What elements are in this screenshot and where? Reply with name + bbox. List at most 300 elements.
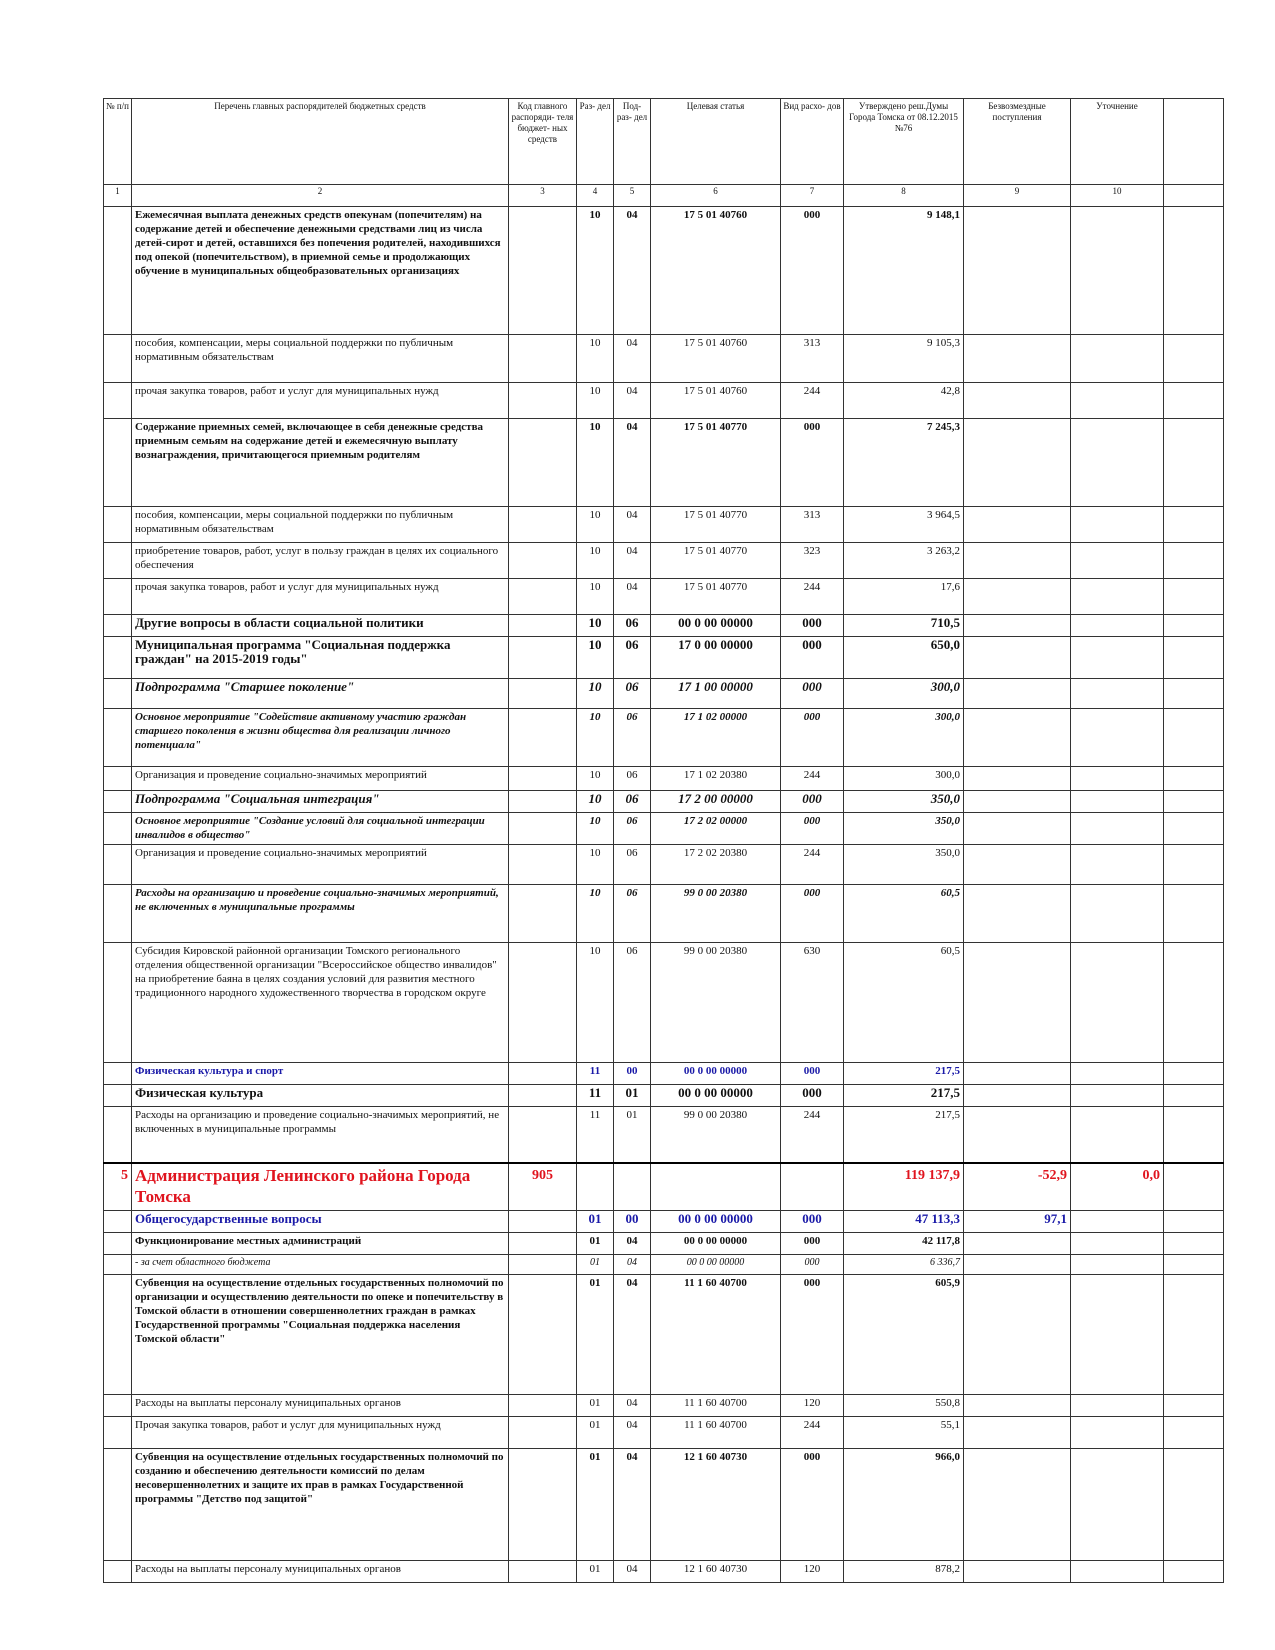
row-target: 17 5 01 40770 xyxy=(651,543,781,579)
table-row xyxy=(104,207,1224,335)
row-approved: 966,0 xyxy=(844,1449,964,1561)
table-row xyxy=(104,1063,1224,1085)
row-extra xyxy=(1164,1107,1224,1163)
row-podrazdel: 06 xyxy=(614,767,651,791)
row-name: Расходы на выплаты персоналу муниципальных органов xyxy=(132,1395,509,1417)
row-podrazdel: 04 xyxy=(614,543,651,579)
row-target: 00 0 00 00000 xyxy=(651,615,781,637)
table-row xyxy=(104,679,1224,709)
table-row xyxy=(104,1163,1224,1211)
row-extra xyxy=(1164,207,1224,335)
row-name: Муниципальная программа "Социальная поддержка граждан" на 2015-2019 годы" xyxy=(132,637,509,679)
row-name: Расходы на организацию и проведение социально-значимых мероприятий, не включенных в муниципальные программы xyxy=(132,885,509,943)
row-number xyxy=(104,1275,132,1395)
row-extra xyxy=(1164,1255,1224,1275)
row-code xyxy=(509,1107,577,1163)
row-razdel: 10 xyxy=(577,943,614,1063)
row-name: Расходы на организацию и проведение социально-значимых мероприятий, не включенных в муниципальные программы xyxy=(132,1107,509,1163)
table-row xyxy=(104,1561,1224,1583)
table-row xyxy=(104,507,1224,543)
row-number xyxy=(104,1085,132,1107)
row-free xyxy=(964,845,1071,885)
column-number-row xyxy=(104,185,1224,207)
row-clarify xyxy=(1071,1211,1164,1233)
row-target: 00 0 00 00000 xyxy=(651,1085,781,1107)
row-razdel: 01 xyxy=(577,1275,614,1395)
row-podrazdel: 04 xyxy=(614,1449,651,1561)
row-podrazdel: 04 xyxy=(614,1233,651,1255)
row-extra xyxy=(1164,579,1224,615)
row-approved: 42 117,8 xyxy=(844,1233,964,1255)
table-row xyxy=(104,579,1224,615)
row-extra xyxy=(1164,1163,1224,1211)
row-podrazdel: 04 xyxy=(614,1417,651,1449)
header-free: Безвозмездные поступления xyxy=(964,99,1071,185)
row-name: Ежемесячная выплата денежных средств опекунам (попечителям) на содержание детей и обеспечение денежными средствами лиц из числа детей-сирот и детей, оставшихся без попечения родителей, находившихся под опекой (попечительством), в приемной семье и продолжающих обучение в муниципальных общеобразовательных организациях xyxy=(132,207,509,335)
row-clarify xyxy=(1071,419,1164,507)
row-target: 17 1 02 20380 xyxy=(651,767,781,791)
row-approved: 605,9 xyxy=(844,1275,964,1395)
header-razdel: Раз- дел xyxy=(577,99,614,185)
row-podrazdel: 00 xyxy=(614,1211,651,1233)
row-approved: 55,1 xyxy=(844,1417,964,1449)
row-podrazdel: 04 xyxy=(614,1255,651,1275)
row-approved: 550,8 xyxy=(844,1395,964,1417)
row-number xyxy=(104,885,132,943)
row-podrazdel: 06 xyxy=(614,791,651,813)
row-exptype: 000 xyxy=(781,813,844,845)
row-approved: 217,5 xyxy=(844,1063,964,1085)
row-name: Организация и проведение социально-значимых мероприятий xyxy=(132,767,509,791)
row-clarify xyxy=(1071,1063,1164,1085)
table-row xyxy=(104,1085,1224,1107)
row-free xyxy=(964,885,1071,943)
row-razdel: 10 xyxy=(577,383,614,419)
row-name: Организация и проведение социально-значимых мероприятий xyxy=(132,845,509,885)
row-razdel: 01 xyxy=(577,1561,614,1583)
table-row xyxy=(104,813,1224,845)
row-target: 11 1 60 40700 xyxy=(651,1275,781,1395)
row-code xyxy=(509,335,577,383)
row-number xyxy=(104,679,132,709)
header-num: № п/п xyxy=(104,99,132,185)
row-target: 17 5 01 40770 xyxy=(651,507,781,543)
row-name: Содержание приемных семей, включающее в себя денежные средства приемным семьям на содержание детей и ежемесячную выплату вознаграждения, причитающегося приемным родителям xyxy=(132,419,509,507)
row-extra xyxy=(1164,1085,1224,1107)
row-number xyxy=(104,1107,132,1163)
row-code xyxy=(509,845,577,885)
row-approved: 650,0 xyxy=(844,637,964,679)
table-header-row xyxy=(104,99,1224,185)
row-approved: 300,0 xyxy=(844,679,964,709)
row-exptype xyxy=(781,1163,844,1211)
row-exptype: 244 xyxy=(781,579,844,615)
row-number xyxy=(104,637,132,679)
row-exptype: 000 xyxy=(781,1063,844,1085)
row-extra xyxy=(1164,1417,1224,1449)
row-razdel: 01 xyxy=(577,1211,614,1233)
row-code xyxy=(509,1085,577,1107)
row-code xyxy=(509,709,577,767)
row-extra xyxy=(1164,1063,1224,1085)
row-number xyxy=(104,1449,132,1561)
row-approved: 878,2 xyxy=(844,1561,964,1583)
row-exptype: 000 xyxy=(781,419,844,507)
row-podrazdel: 04 xyxy=(614,1275,651,1395)
row-target: 17 5 01 40760 xyxy=(651,207,781,335)
column-number: 4 xyxy=(577,185,614,207)
table-row xyxy=(104,943,1224,1063)
row-number xyxy=(104,419,132,507)
row-extra xyxy=(1164,885,1224,943)
table-row xyxy=(104,767,1224,791)
row-code xyxy=(509,1063,577,1085)
row-target: 17 0 00 00000 xyxy=(651,637,781,679)
row-approved: 17,6 xyxy=(844,579,964,615)
row-extra xyxy=(1164,637,1224,679)
row-name: Субсидия Кировской районной организации Томского регионального отделения общественной организации "Всероссийское общество инвалидов" на приобретение баяна в целях создания условий для развития местного традиционного народного художественного творчества в городском округе xyxy=(132,943,509,1063)
row-exptype: 120 xyxy=(781,1395,844,1417)
row-clarify xyxy=(1071,845,1164,885)
row-clarify xyxy=(1071,579,1164,615)
row-free xyxy=(964,207,1071,335)
row-free xyxy=(964,791,1071,813)
row-free xyxy=(964,943,1071,1063)
column-number-extra xyxy=(1164,185,1224,207)
row-number xyxy=(104,943,132,1063)
row-exptype: 313 xyxy=(781,335,844,383)
row-free xyxy=(964,813,1071,845)
row-exptype: 120 xyxy=(781,1561,844,1583)
row-podrazdel: 06 xyxy=(614,709,651,767)
row-exptype: 000 xyxy=(781,679,844,709)
row-clarify xyxy=(1071,1107,1164,1163)
row-clarify xyxy=(1071,615,1164,637)
header-clarify: Уточнение xyxy=(1071,99,1164,185)
row-name: Расходы на выплаты персоналу муниципальных органов xyxy=(132,1561,509,1583)
table-row xyxy=(104,419,1224,507)
row-exptype: 000 xyxy=(781,1085,844,1107)
table-row xyxy=(104,543,1224,579)
row-approved: 119 137,9 xyxy=(844,1163,964,1211)
row-razdel xyxy=(577,1163,614,1211)
row-podrazdel: 06 xyxy=(614,813,651,845)
row-free xyxy=(964,1449,1071,1561)
row-clarify: 0,0 xyxy=(1071,1163,1164,1211)
row-approved: 217,5 xyxy=(844,1085,964,1107)
column-number: 8 xyxy=(844,185,964,207)
column-number: 9 xyxy=(964,185,1071,207)
row-target xyxy=(651,1163,781,1211)
row-number xyxy=(104,543,132,579)
row-clarify xyxy=(1071,543,1164,579)
row-number xyxy=(104,1211,132,1233)
row-number xyxy=(104,1561,132,1583)
row-name: Основное мероприятие "Создание условий для социальной интеграции инвалидов в общество" xyxy=(132,813,509,845)
row-target: 99 0 00 20380 xyxy=(651,943,781,1063)
column-number: 6 xyxy=(651,185,781,207)
row-clarify xyxy=(1071,1255,1164,1275)
row-approved: 9 105,3 xyxy=(844,335,964,383)
row-code xyxy=(509,943,577,1063)
row-code xyxy=(509,791,577,813)
row-code xyxy=(509,1417,577,1449)
row-razdel: 11 xyxy=(577,1085,614,1107)
row-exptype: 000 xyxy=(781,885,844,943)
table-row xyxy=(104,383,1224,419)
row-code xyxy=(509,207,577,335)
row-razdel: 10 xyxy=(577,207,614,335)
row-extra xyxy=(1164,709,1224,767)
row-exptype: 244 xyxy=(781,1417,844,1449)
row-exptype: 000 xyxy=(781,1255,844,1275)
row-podrazdel: 04 xyxy=(614,579,651,615)
row-clarify xyxy=(1071,335,1164,383)
column-number: 7 xyxy=(781,185,844,207)
row-approved: 42,8 xyxy=(844,383,964,419)
row-target: 17 1 02 00000 xyxy=(651,709,781,767)
row-number xyxy=(104,1417,132,1449)
row-approved: 710,5 xyxy=(844,615,964,637)
budget-table xyxy=(103,98,1224,1583)
row-name: приобретение товаров, работ, услуг в пользу граждан в целях их социального обеспечения xyxy=(132,543,509,579)
row-extra xyxy=(1164,543,1224,579)
row-free xyxy=(964,335,1071,383)
row-free: -52,9 xyxy=(964,1163,1071,1211)
row-free xyxy=(964,637,1071,679)
row-podrazdel: 06 xyxy=(614,943,651,1063)
row-name: пособия, компенсации, меры социальной поддержки по публичным нормативным обязательствам xyxy=(132,507,509,543)
row-free xyxy=(964,1275,1071,1395)
row-name: Физическая культура и спорт xyxy=(132,1063,509,1085)
row-target: 99 0 00 20380 xyxy=(651,1107,781,1163)
row-razdel: 10 xyxy=(577,791,614,813)
row-free xyxy=(964,1417,1071,1449)
row-code xyxy=(509,679,577,709)
row-podrazdel: 04 xyxy=(614,1395,651,1417)
row-code xyxy=(509,885,577,943)
row-podrazdel: 04 xyxy=(614,419,651,507)
row-approved: 300,0 xyxy=(844,767,964,791)
row-exptype: 630 xyxy=(781,943,844,1063)
row-code: 905 xyxy=(509,1163,577,1211)
row-exptype: 000 xyxy=(781,709,844,767)
row-number xyxy=(104,1395,132,1417)
row-number xyxy=(104,579,132,615)
table-row xyxy=(104,1275,1224,1395)
row-code xyxy=(509,1449,577,1561)
row-approved: 3 263,2 xyxy=(844,543,964,579)
table-row xyxy=(104,1107,1224,1163)
row-clarify xyxy=(1071,1275,1164,1395)
row-free xyxy=(964,507,1071,543)
row-name: Другие вопросы в области социальной политики xyxy=(132,615,509,637)
row-number xyxy=(104,845,132,885)
row-razdel: 01 xyxy=(577,1449,614,1561)
row-exptype: 000 xyxy=(781,791,844,813)
row-number xyxy=(104,813,132,845)
row-podrazdel: 01 xyxy=(614,1085,651,1107)
row-extra xyxy=(1164,943,1224,1063)
row-podrazdel: 06 xyxy=(614,637,651,679)
header-code: Код главного распоряди- теля бюджет- ных средств xyxy=(509,99,577,185)
row-number xyxy=(104,335,132,383)
row-code xyxy=(509,1255,577,1275)
row-razdel: 11 xyxy=(577,1063,614,1085)
row-free xyxy=(964,1561,1071,1583)
row-target: 17 2 02 00000 xyxy=(651,813,781,845)
row-free: 97,1 xyxy=(964,1211,1071,1233)
table-row xyxy=(104,709,1224,767)
row-name: - за счет областного бюджета xyxy=(132,1255,509,1275)
row-approved: 7 245,3 xyxy=(844,419,964,507)
row-clarify xyxy=(1071,943,1164,1063)
row-name: Функционирование местных администраций xyxy=(132,1233,509,1255)
table-row xyxy=(104,1233,1224,1255)
table-row xyxy=(104,1417,1224,1449)
column-number: 3 xyxy=(509,185,577,207)
row-target: 00 0 00 00000 xyxy=(651,1233,781,1255)
row-extra xyxy=(1164,1275,1224,1395)
column-number: 10 xyxy=(1071,185,1164,207)
row-razdel: 01 xyxy=(577,1233,614,1255)
row-approved: 6 336,7 xyxy=(844,1255,964,1275)
row-number xyxy=(104,709,132,767)
row-exptype: 000 xyxy=(781,207,844,335)
row-razdel: 11 xyxy=(577,1107,614,1163)
row-target: 17 5 01 40770 xyxy=(651,579,781,615)
row-number xyxy=(104,615,132,637)
row-razdel: 10 xyxy=(577,579,614,615)
row-code xyxy=(509,579,577,615)
row-extra xyxy=(1164,791,1224,813)
row-clarify xyxy=(1071,679,1164,709)
row-target: 17 2 02 20380 xyxy=(651,845,781,885)
row-free xyxy=(964,709,1071,767)
row-code xyxy=(509,1275,577,1395)
row-extra xyxy=(1164,507,1224,543)
row-code xyxy=(509,543,577,579)
row-target: 00 0 00 00000 xyxy=(651,1211,781,1233)
row-approved: 350,0 xyxy=(844,791,964,813)
row-clarify xyxy=(1071,1395,1164,1417)
row-code xyxy=(509,1561,577,1583)
row-clarify xyxy=(1071,1449,1164,1561)
row-podrazdel: 06 xyxy=(614,615,651,637)
row-exptype: 323 xyxy=(781,543,844,579)
row-clarify xyxy=(1071,207,1164,335)
row-razdel: 01 xyxy=(577,1395,614,1417)
row-target: 00 0 00 00000 xyxy=(651,1063,781,1085)
row-razdel: 01 xyxy=(577,1417,614,1449)
header-exptype: Вид расхо- дов xyxy=(781,99,844,185)
row-clarify xyxy=(1071,637,1164,679)
row-razdel: 10 xyxy=(577,507,614,543)
row-approved: 60,5 xyxy=(844,885,964,943)
row-number xyxy=(104,207,132,335)
row-number xyxy=(104,791,132,813)
row-free xyxy=(964,1063,1071,1085)
row-free xyxy=(964,419,1071,507)
row-clarify xyxy=(1071,383,1164,419)
row-extra xyxy=(1164,419,1224,507)
row-target: 17 5 01 40760 xyxy=(651,383,781,419)
row-code xyxy=(509,383,577,419)
header-extra xyxy=(1164,99,1224,185)
row-extra xyxy=(1164,1211,1224,1233)
row-razdel: 10 xyxy=(577,767,614,791)
row-code xyxy=(509,1395,577,1417)
row-name: Основное мероприятие "Содействие активному участию граждан старшего поколения в жизни общества для реализации личного потенциала" xyxy=(132,709,509,767)
row-free xyxy=(964,615,1071,637)
row-podrazdel: 06 xyxy=(614,885,651,943)
row-extra xyxy=(1164,767,1224,791)
row-razdel: 10 xyxy=(577,615,614,637)
row-name: прочая закупка товаров, работ и услуг для муниципальных нужд xyxy=(132,383,509,419)
row-podrazdel: 04 xyxy=(614,507,651,543)
table-row xyxy=(104,1449,1224,1561)
row-code xyxy=(509,813,577,845)
row-razdel: 10 xyxy=(577,885,614,943)
row-code xyxy=(509,637,577,679)
row-free xyxy=(964,1233,1071,1255)
row-podrazdel: 06 xyxy=(614,845,651,885)
row-name: Субвенция на осуществление отдельных государственных полномочий по созданию и обеспечению деятельности комиссий по делам несовершеннолетних и защите их прав в рамках Государственной программы "Детство под защитой" xyxy=(132,1449,509,1561)
table-body xyxy=(104,207,1224,1583)
row-extra xyxy=(1164,335,1224,383)
row-clarify xyxy=(1071,1417,1164,1449)
row-podrazdel: 04 xyxy=(614,383,651,419)
row-name: Физическая культура xyxy=(132,1085,509,1107)
row-approved: 3 964,5 xyxy=(844,507,964,543)
row-clarify xyxy=(1071,791,1164,813)
row-clarify xyxy=(1071,767,1164,791)
row-extra xyxy=(1164,1449,1224,1561)
row-exptype: 000 xyxy=(781,1449,844,1561)
row-name: Подпрограмма "Старшее поколение" xyxy=(132,679,509,709)
table-row xyxy=(104,1395,1224,1417)
row-target: 17 5 01 40770 xyxy=(651,419,781,507)
row-code xyxy=(509,1211,577,1233)
row-razdel: 10 xyxy=(577,813,614,845)
row-code xyxy=(509,767,577,791)
row-name: Субвенция на осуществление отдельных государственных полномочий по организации и осуществлению деятельности по опеке и попечительству в Томской области в отношении совершеннолетних граждан в рамках Государственной программы "Социальная поддержка населения Томской области" xyxy=(132,1275,509,1395)
row-exptype: 244 xyxy=(781,845,844,885)
table-row xyxy=(104,845,1224,885)
row-number xyxy=(104,767,132,791)
row-target: 99 0 00 20380 xyxy=(651,885,781,943)
row-target: 17 5 01 40760 xyxy=(651,335,781,383)
row-approved: 217,5 xyxy=(844,1107,964,1163)
row-number xyxy=(104,1233,132,1255)
row-number xyxy=(104,383,132,419)
row-clarify xyxy=(1071,1085,1164,1107)
row-name: прочая закупка товаров, работ и услуг для муниципальных нужд xyxy=(132,579,509,615)
row-razdel: 10 xyxy=(577,543,614,579)
row-extra xyxy=(1164,813,1224,845)
row-podrazdel: 01 xyxy=(614,1107,651,1163)
row-code xyxy=(509,419,577,507)
row-free xyxy=(964,1085,1071,1107)
row-exptype: 244 xyxy=(781,767,844,791)
row-target: 17 2 00 00000 xyxy=(651,791,781,813)
row-razdel: 10 xyxy=(577,419,614,507)
row-podrazdel: 04 xyxy=(614,335,651,383)
row-exptype: 244 xyxy=(781,383,844,419)
table-row xyxy=(104,791,1224,813)
row-name: Общегосударственные вопросы xyxy=(132,1211,509,1233)
row-approved: 47 113,3 xyxy=(844,1211,964,1233)
